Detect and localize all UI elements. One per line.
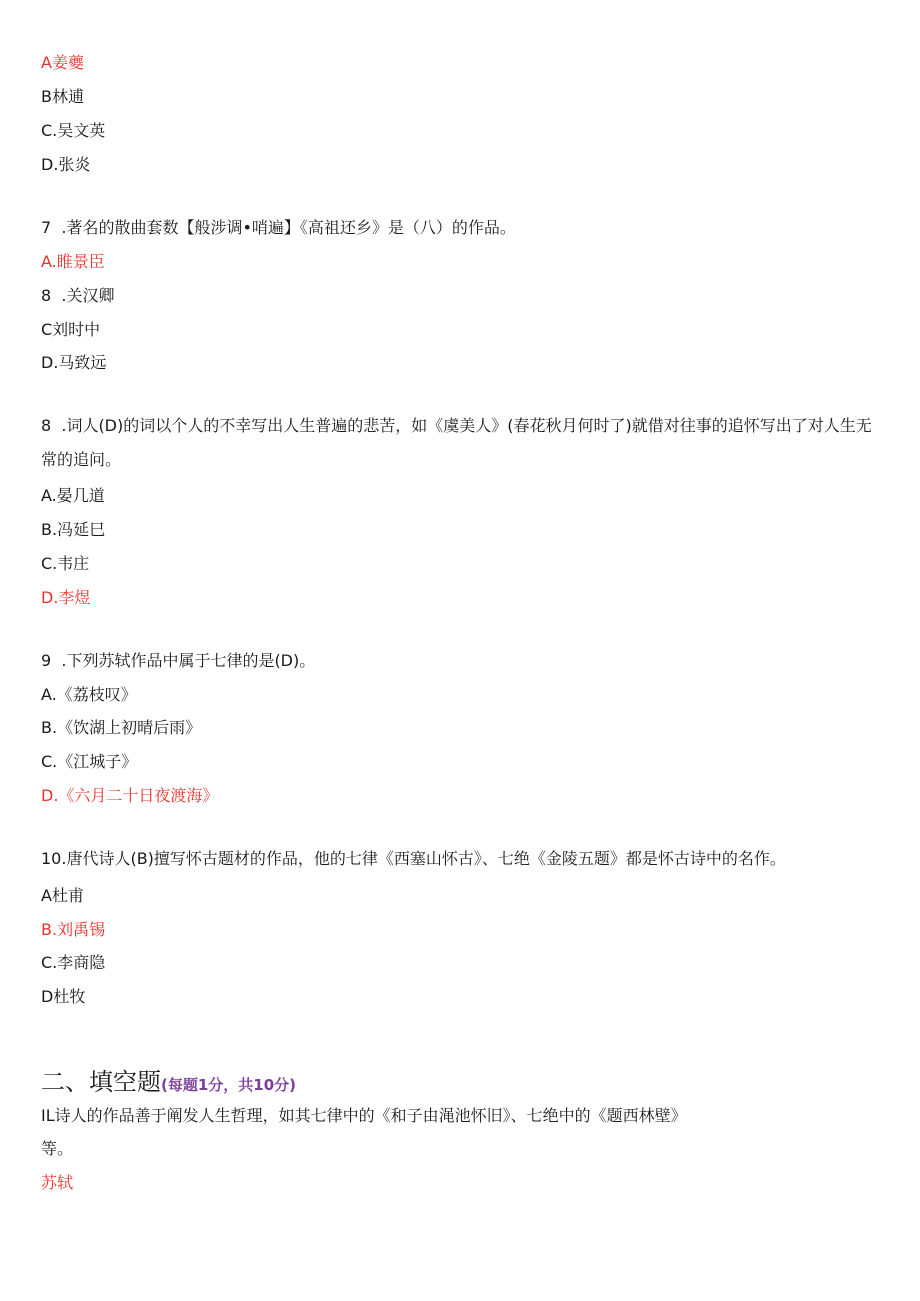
q9-option-c: C.《江城子》	[41, 752, 138, 771]
fill1-stem-continued: 等。	[41, 1139, 74, 1158]
fill1-stem: IL诗人的作品善于阐发人生哲理，如其七律中的《和子由渑池怀旧》、七绝中的《题西林壁》	[41, 1106, 687, 1125]
q9-option-d: D.《六月二十日夜渡海》	[41, 786, 219, 805]
q9-option-b: B.《饮湖上初晴后雨》	[41, 718, 202, 737]
q9-option-a: A.《荔枝叹》	[41, 685, 137, 704]
q7-option-a: A.睢景臣	[41, 252, 105, 271]
q6-option-a: A姜夔	[41, 53, 84, 72]
q10-option-a: A杜甫	[41, 886, 84, 905]
q8-option-a: A.晏几道	[41, 486, 105, 505]
section-note: (每题1分，共10分)	[161, 1076, 297, 1094]
q10-option-b: B.刘禹锡	[41, 920, 106, 939]
q7-option-b: 8 .关汉卿	[41, 286, 115, 305]
fill1-answer: 苏轼	[41, 1173, 74, 1192]
q7-option-d: D.马致远	[41, 353, 107, 372]
q8-option-b: B.冯延巳	[41, 520, 106, 539]
q6-option-c: C.吴文英	[41, 121, 106, 140]
q9-stem: 9 .下列苏轼作品中属于七律的是(D)。	[41, 651, 316, 670]
q7-stem: 7 .著名的散曲套数【般涉调•哨遍】《高祖还乡》是（八）的作品。	[41, 218, 516, 237]
q8-option-d: D.李煜	[41, 588, 91, 607]
q6-option-d: D.张炎	[41, 155, 91, 174]
q10-option-c: C.李商隐	[41, 953, 106, 972]
section-heading	[41, 1062, 296, 1097]
q10-option-d: D杜牧	[41, 987, 86, 1006]
q7-option-c: C刘时中	[41, 320, 101, 339]
q10-stem: 10.唐代诗人(B)擅写怀古题材的作品，他的七律《西塞山怀古》、七绝《金陵五题》都是怀古诗中的名作。	[41, 849, 786, 868]
q8-stem: 8 .词人(D)的词以个人的不幸写出人生普遍的悲苦，如《虞美人》(春花秋月何时了)就借对往事的追怀写出了对人生无常的追问。	[41, 416, 872, 469]
q6-option-b: B林逋	[41, 87, 84, 106]
section-title: 二、填空题	[41, 1068, 161, 1096]
q8-option-c: C.韦庄	[41, 554, 90, 573]
